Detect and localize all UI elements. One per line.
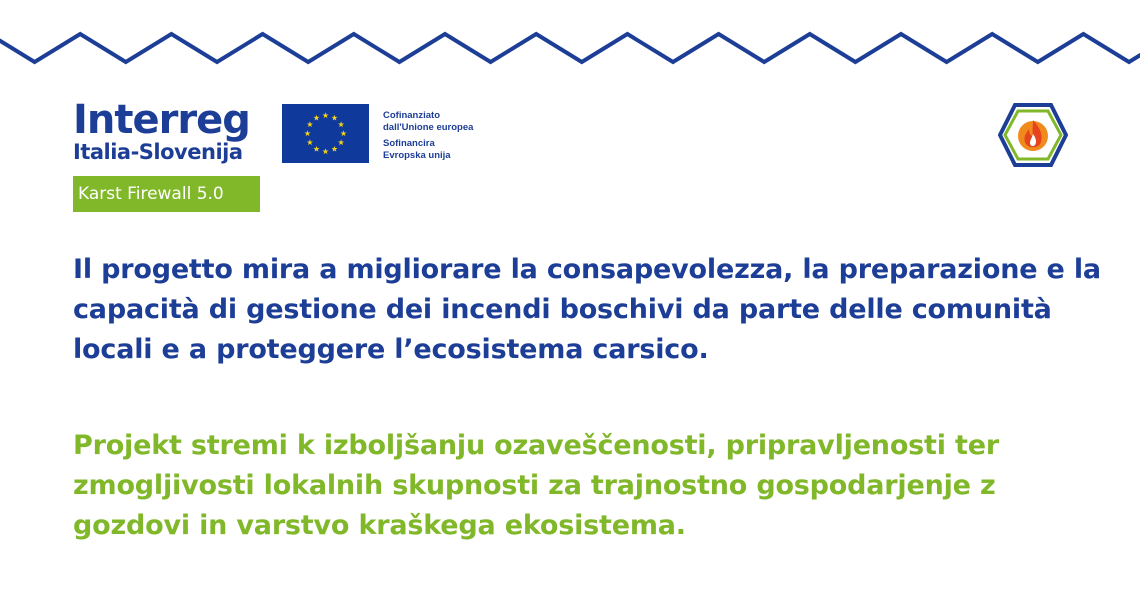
project-name-badge: Karst Firewall 5.0	[73, 176, 260, 212]
fire-hexagon-icon	[998, 101, 1068, 169]
eu-cofinancing-statement	[383, 110, 473, 161]
slovenian-description: Projekt stremi k izboljšanju ozaveščenosti, pripravljenosti ter zmogljivosti lokalnih skupnosti za trajnostno gospodarjenje z gozdovi in varstvo kraškega ekosistema.	[73, 430, 999, 541]
program-name: Interreg	[73, 97, 250, 143]
italian-description: Il progetto mira a migliorare la consapevolezza, la preparazione e la capacità di gestione dei incendi boschivi da parte delle comunità locali e a proteggere l’ecosistema carsico.	[73, 254, 1101, 365]
eu-cofinancing-sl-line2: Evropska unija	[383, 149, 451, 161]
eu-cofinancing-it-line2: dall'Unione europea	[383, 121, 474, 133]
program-region: Italia-Slovenija	[73, 140, 243, 164]
eu-flag-icon	[282, 104, 369, 163]
eu-cofinancing-it-line1: Cofinanziato	[383, 110, 440, 121]
wave-border-icon	[0, 22, 1140, 72]
eu-cofinancing-sl-line1: Sofinancira	[383, 138, 435, 149]
